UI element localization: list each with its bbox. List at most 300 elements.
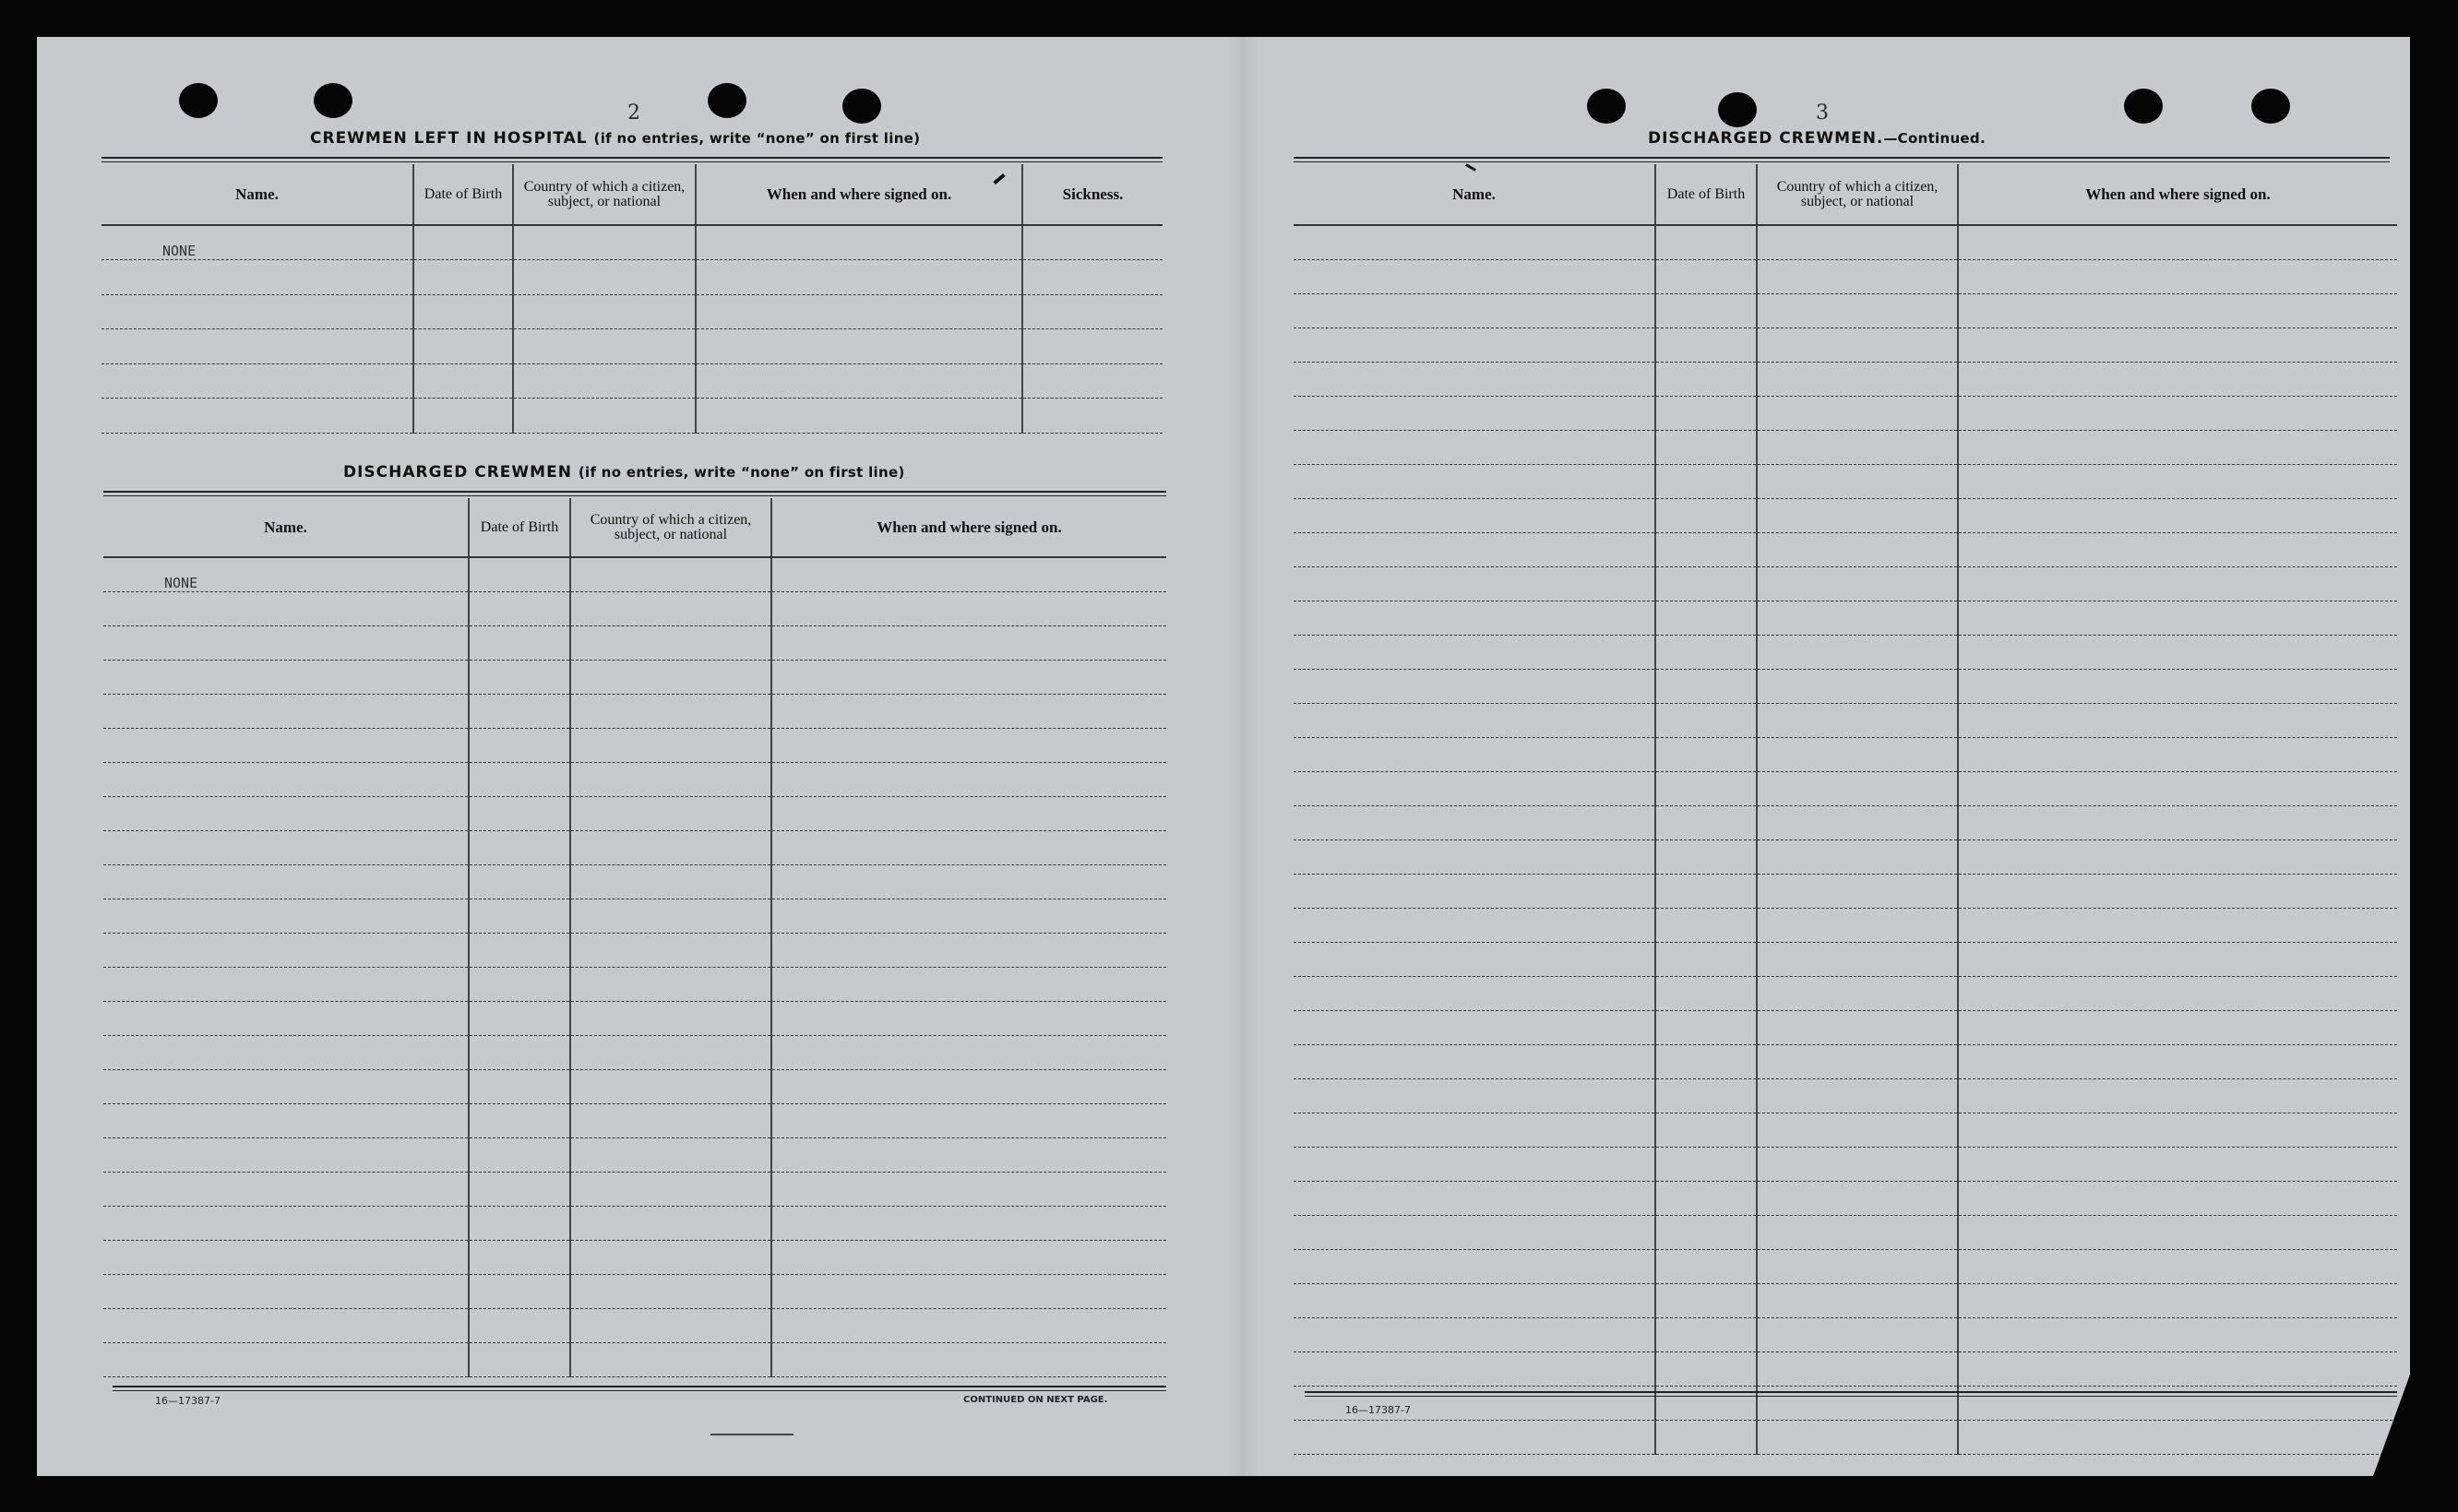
table-row: [103, 591, 1166, 625]
entry-cell: [570, 1103, 771, 1137]
entry-cell: [1958, 669, 2397, 703]
name-cell: [1294, 1181, 1655, 1215]
entry-cell: [696, 329, 1022, 364]
col-header-signed-on: When and where signed on.: [771, 498, 1166, 557]
hospital-section-title: [310, 129, 920, 148]
entry-cell: [771, 625, 1166, 660]
table-row: [101, 329, 1163, 364]
entry-cell: [1958, 1113, 2397, 1147]
table-row: [1294, 464, 2397, 498]
entry-cell: [570, 557, 771, 591]
table-row: [103, 933, 1166, 967]
punch-hole: [314, 83, 352, 118]
name-cell: [103, 1035, 469, 1069]
table-row: [101, 363, 1163, 399]
entry-cell: [570, 1206, 771, 1240]
entry-cell: [1958, 1351, 2397, 1386]
table-row: [1294, 635, 2397, 669]
entry-cell: [1655, 1147, 1757, 1181]
table-row: [103, 660, 1166, 694]
table-row: [103, 1206, 1166, 1240]
entry-cell: [1022, 329, 1163, 364]
col-header-date-of-birth: Date of Birth: [469, 498, 570, 557]
entry-cell: [1757, 1113, 1958, 1147]
entry-cell: [469, 557, 570, 591]
table-row: [1294, 976, 2397, 1010]
entry-cell: [513, 329, 696, 364]
entry-cell: [1757, 1249, 1958, 1283]
name-cell: [1294, 1215, 1655, 1249]
entry-cell: [1655, 669, 1757, 703]
name-cell: [1294, 1420, 1655, 1454]
entry-cell: [570, 1001, 771, 1035]
entry-cell: [469, 1103, 570, 1137]
table-row: [103, 1035, 1166, 1069]
entry-cell: [1757, 430, 1958, 464]
entry-cell: [1958, 1181, 2397, 1215]
form-number-left: 16—17387-7: [155, 1395, 221, 1407]
entry-cell: [469, 1137, 570, 1172]
table-row: [103, 1308, 1166, 1342]
entry-cell: [1655, 805, 1757, 839]
name-cell: [103, 728, 469, 762]
col-header-signed-on: When and where signed on.: [1958, 164, 2397, 225]
table-row: [101, 294, 1163, 329]
table-row: [1294, 430, 2397, 464]
page-number-right: 3: [1816, 101, 1829, 125]
table-row: [1294, 1249, 2397, 1283]
entry-cell: [1757, 1181, 1958, 1215]
name-cell: [1294, 1283, 1655, 1317]
name-cell: [1294, 396, 1655, 430]
continued-note: CONTINUED ON NEXT PAGE.: [963, 1395, 1108, 1405]
table-row: [1294, 908, 2397, 942]
name-cell: [103, 1069, 469, 1103]
punch-hole: [842, 89, 881, 124]
entry-cell: [469, 1035, 570, 1069]
entry-cell: [1958, 805, 2397, 839]
entry-cell: [469, 1342, 570, 1376]
entry-cell: [570, 899, 771, 933]
entry-cell: [1757, 703, 1958, 737]
right-top-rule: [1294, 157, 2390, 162]
entry-cell: [771, 1001, 1166, 1035]
col-header-date-of-birth: Date of Birth: [1655, 164, 1757, 225]
entry-cell: [1757, 396, 1958, 430]
entry-cell: [1022, 225, 1163, 260]
entry-cell: [1757, 1420, 1958, 1454]
entry-cell: [771, 1069, 1166, 1103]
col-header-date-of-birth: Date of Birth: [413, 164, 513, 225]
entry-cell: [570, 796, 771, 830]
entry-cell: [1958, 259, 2397, 293]
entry-cell: [469, 899, 570, 933]
entry-cell: [771, 1206, 1166, 1240]
entry-cell: [1022, 363, 1163, 399]
entry-cell: [696, 363, 1022, 399]
entry-cell: [570, 1035, 771, 1069]
hospital-top-rule: [101, 157, 1163, 162]
entry-cell: [1757, 874, 1958, 908]
entry-cell: [1757, 1215, 1958, 1249]
entry-cell: [513, 225, 696, 260]
entry-cell: [1958, 1078, 2397, 1113]
table-row: [1294, 737, 2397, 771]
name-cell: [1294, 1351, 1655, 1386]
name-cell: [1294, 874, 1655, 908]
name-cell: [1294, 293, 1655, 327]
name-cell: [103, 933, 469, 967]
name-cell: [1294, 464, 1655, 498]
table-row: [103, 830, 1166, 864]
entry-cell: [771, 830, 1166, 864]
table-row: [101, 260, 1163, 295]
entry-cell: [1757, 1147, 1958, 1181]
table-row: [1294, 1010, 2397, 1044]
discharged-top-rule: [103, 491, 1166, 496]
entry-cell: [1958, 1249, 2397, 1283]
table-row: [103, 1137, 1166, 1172]
entry-cell: [1958, 1317, 2397, 1351]
name-cell: [103, 796, 469, 830]
entry-cell: [513, 294, 696, 329]
entry-cell: [1958, 362, 2397, 396]
table-row: [1294, 1420, 2397, 1454]
entry-cell: [469, 1172, 570, 1206]
table-row: [1294, 942, 2397, 976]
entry-cell: [469, 1240, 570, 1274]
entry-cell: [771, 1240, 1166, 1274]
entry-cell: [413, 260, 513, 295]
entry-cell: [1958, 498, 2397, 532]
col-header-country: Country of which a citizen, subject, or national: [513, 164, 696, 225]
name-cell: [1294, 601, 1655, 635]
entry-cell: [1757, 1010, 1958, 1044]
table-row: [1294, 1181, 2397, 1215]
entry-cell: [469, 625, 570, 660]
entry-cell: [570, 1069, 771, 1103]
name-cell: [1294, 362, 1655, 396]
entry-cell: [771, 1342, 1166, 1376]
entry-cell: [771, 967, 1166, 1001]
entry-cell: [413, 294, 513, 329]
name-cell: [103, 1342, 469, 1376]
entry-cell: [1655, 464, 1757, 498]
entry-cell: [696, 260, 1022, 295]
entry-cell: [1655, 874, 1757, 908]
table-row: [1294, 771, 2397, 805]
name-cell: [1294, 942, 1655, 976]
entry-cell: [570, 1342, 771, 1376]
entry-cell: [570, 1274, 771, 1308]
table-row: [103, 557, 1166, 591]
entry-cell: [771, 728, 1166, 762]
entry-cell: [1022, 294, 1163, 329]
punch-hole: [1587, 89, 1626, 124]
entry-cell: [469, 728, 570, 762]
page-number-left: 2: [627, 101, 640, 125]
entry-cell: [1655, 1317, 1757, 1351]
discharged-section-title: [343, 463, 905, 482]
right-section-title: [1648, 129, 1986, 148]
punch-hole: [1718, 92, 1757, 127]
entry-cell: [469, 864, 570, 899]
table-row: [1294, 532, 2397, 566]
pen-stroke: [710, 1434, 793, 1435]
entry-cell: [771, 762, 1166, 796]
right-discharged-table: [1294, 164, 2397, 1455]
table-row: [1294, 566, 2397, 601]
punch-hole: [179, 83, 218, 118]
entry-cell: [570, 762, 771, 796]
entry-cell: [413, 225, 513, 260]
name-cell: [103, 1103, 469, 1137]
entry-cell: [1958, 1420, 2397, 1454]
entry-cell: [469, 591, 570, 625]
entry-cell: [469, 1274, 570, 1308]
entry-cell: [1655, 1283, 1757, 1317]
table-row: [103, 1103, 1166, 1137]
entry-cell: [1958, 293, 2397, 327]
table-row: [103, 864, 1166, 899]
entry-cell: [1757, 293, 1958, 327]
entry-cell: [1655, 225, 1757, 259]
entry-cell: [771, 796, 1166, 830]
name-cell: [103, 1172, 469, 1206]
entry-cell: [469, 933, 570, 967]
entry-cell: [1958, 703, 2397, 737]
punch-hole: [2251, 89, 2290, 124]
entry-cell: [1757, 1078, 1958, 1113]
entry-cell: [1757, 942, 1958, 976]
entry-cell: [1958, 1147, 2397, 1181]
document-sheet: [37, 37, 2410, 1476]
entry-cell: [1655, 942, 1757, 976]
entry-cell: [1022, 399, 1163, 434]
table-row: [103, 1274, 1166, 1308]
entry-cell: [771, 1274, 1166, 1308]
entry-cell: [1757, 601, 1958, 635]
entry-cell: [1757, 259, 1958, 293]
name-cell: [103, 1206, 469, 1240]
hospital-title-text: CREWMEN LEFT IN HOSPITAL: [310, 129, 588, 148]
entry-cell: [1655, 1113, 1757, 1147]
entry-cell: [771, 1137, 1166, 1172]
entry-cell: [1757, 635, 1958, 669]
name-cell: [101, 294, 413, 329]
hospital-title-note: (if no entries, write “none” on first line): [593, 130, 921, 147]
table-row: [1294, 874, 2397, 908]
entry-cell: [469, 830, 570, 864]
entry-cell: [771, 864, 1166, 899]
entry-cell: [570, 660, 771, 694]
table-row: [103, 728, 1166, 762]
entry-cell: [771, 694, 1166, 728]
entry-cell: [1655, 976, 1757, 1010]
entry-cell: [1757, 327, 1958, 362]
name-cell: [101, 399, 413, 434]
name-cell: [1294, 839, 1655, 874]
entry-cell: [1655, 601, 1757, 635]
name-cell: [1294, 976, 1655, 1010]
name-cell: [103, 967, 469, 1001]
entry-cell: [1655, 908, 1757, 942]
col-header-sickness: Sickness.: [1022, 164, 1163, 225]
entry-cell: [1655, 771, 1757, 805]
entry-cell: [771, 1308, 1166, 1342]
entry-cell: [1958, 635, 2397, 669]
entry-cell: [1958, 464, 2397, 498]
entry-cell: [1655, 1215, 1757, 1249]
table-row: [103, 1342, 1166, 1376]
name-cell: [103, 625, 469, 660]
col-header-country: Country of which a citizen, subject, or national: [570, 498, 771, 557]
table-row: [1294, 805, 2397, 839]
table-row: [1294, 1044, 2397, 1078]
entry-cell: [1757, 1351, 1958, 1386]
entry-cell: [1022, 260, 1163, 295]
entry-cell: [1958, 327, 2397, 362]
entry-cell: [1757, 737, 1958, 771]
entry-cell: [469, 1069, 570, 1103]
entry-cell: [1757, 1283, 1958, 1317]
name-cell: [1294, 1044, 1655, 1078]
name-cell: [1294, 1249, 1655, 1283]
name-cell: [1294, 908, 1655, 942]
entry-cell: [1757, 908, 1958, 942]
name-cell: [1294, 1078, 1655, 1113]
entry-cell: [1655, 293, 1757, 327]
table-row: [1294, 396, 2397, 430]
entry-cell: [1757, 225, 1958, 259]
entry-cell: [1958, 601, 2397, 635]
entry-cell: [1655, 566, 1757, 601]
table-row: [103, 762, 1166, 796]
entry-cell: [570, 830, 771, 864]
table-row: [103, 899, 1166, 933]
table-row: [1294, 1351, 2397, 1386]
entry-cell: [1958, 430, 2397, 464]
entry-cell: [1958, 532, 2397, 566]
table-row: [103, 1069, 1166, 1103]
entry-cell: [1958, 737, 2397, 771]
entry-cell: [1655, 259, 1757, 293]
name-cell: [101, 363, 413, 399]
entry-cell: [513, 363, 696, 399]
name-cell: [103, 1240, 469, 1274]
table-row: [1294, 1147, 2397, 1181]
entry-cell: [513, 399, 696, 434]
col-header-country: Country of which a citizen, subject, or national: [1757, 164, 1958, 225]
table-row: [103, 694, 1166, 728]
table-row: [1294, 1215, 2397, 1249]
entry-cell: [1655, 430, 1757, 464]
entry-cell: [1655, 362, 1757, 396]
punch-hole: [708, 83, 746, 118]
entry-cell: [1655, 1420, 1757, 1454]
entry-cell: [1757, 1044, 1958, 1078]
entry-cell: [1757, 976, 1958, 1010]
entry-cell: [570, 728, 771, 762]
entry-cell: [1655, 1351, 1757, 1386]
entry-cell: [1958, 1044, 2397, 1078]
table-row: [1294, 839, 2397, 874]
entry-cell: [696, 225, 1022, 260]
entry-cell: [570, 1172, 771, 1206]
col-header-name: Name.: [101, 164, 413, 225]
table-row: [101, 399, 1163, 434]
name-cell: [1294, 498, 1655, 532]
entry-cell: [1655, 737, 1757, 771]
table-row: [1294, 1078, 2397, 1113]
entry-cell: [1655, 498, 1757, 532]
entry-cell: [1655, 1181, 1757, 1215]
entry-cell: [771, 899, 1166, 933]
entry-cell: [771, 557, 1166, 591]
entry-cell: [469, 1308, 570, 1342]
entry-cell: [570, 1137, 771, 1172]
entry-cell: [469, 694, 570, 728]
table-row: [1294, 498, 2397, 532]
entry-cell: [1655, 703, 1757, 737]
entry-cell: [1757, 771, 1958, 805]
table-row: [1294, 327, 2397, 362]
entry-cell: [1655, 327, 1757, 362]
table-row: [103, 1240, 1166, 1274]
name-cell: NONE: [101, 225, 413, 260]
table-row: [103, 967, 1166, 1001]
entry-cell: [1958, 1215, 2397, 1249]
entry-cell: [570, 967, 771, 1001]
entry-cell: [469, 660, 570, 694]
entry-cell: [771, 660, 1166, 694]
punch-hole: [2124, 89, 2163, 124]
name-cell: [1294, 1010, 1655, 1044]
entry-cell: [570, 591, 771, 625]
entry-cell: [413, 399, 513, 434]
entry-cell: [1655, 1249, 1757, 1283]
table-row: [103, 796, 1166, 830]
entry-cell: [771, 1103, 1166, 1137]
entry-cell: [1655, 635, 1757, 669]
name-cell: [1294, 1147, 1655, 1181]
name-cell: [103, 1001, 469, 1035]
name-cell: [103, 899, 469, 933]
name-cell: [103, 1274, 469, 1308]
name-cell: [103, 864, 469, 899]
corner-cut: [2373, 1375, 2410, 1476]
table-row: [103, 1001, 1166, 1035]
entry-cell: [771, 933, 1166, 967]
entry-cell: [696, 399, 1022, 434]
entry-cell: [1757, 498, 1958, 532]
entry-cell: [413, 363, 513, 399]
entry-cell: [1958, 396, 2397, 430]
entry-cell: [570, 625, 771, 660]
name-cell: [1294, 532, 1655, 566]
entry-cell: [413, 329, 513, 364]
name-cell: [103, 694, 469, 728]
table-row: [1294, 703, 2397, 737]
discharged-bottom-rule: [113, 1386, 1166, 1391]
entry-cell: [469, 796, 570, 830]
hospital-table: [101, 164, 1163, 434]
name-cell: [103, 660, 469, 694]
entry-cell: [1757, 805, 1958, 839]
entry-cell: [771, 591, 1166, 625]
form-number-right: 16—17387-7: [1345, 1404, 1411, 1416]
entry-cell: [1958, 942, 2397, 976]
